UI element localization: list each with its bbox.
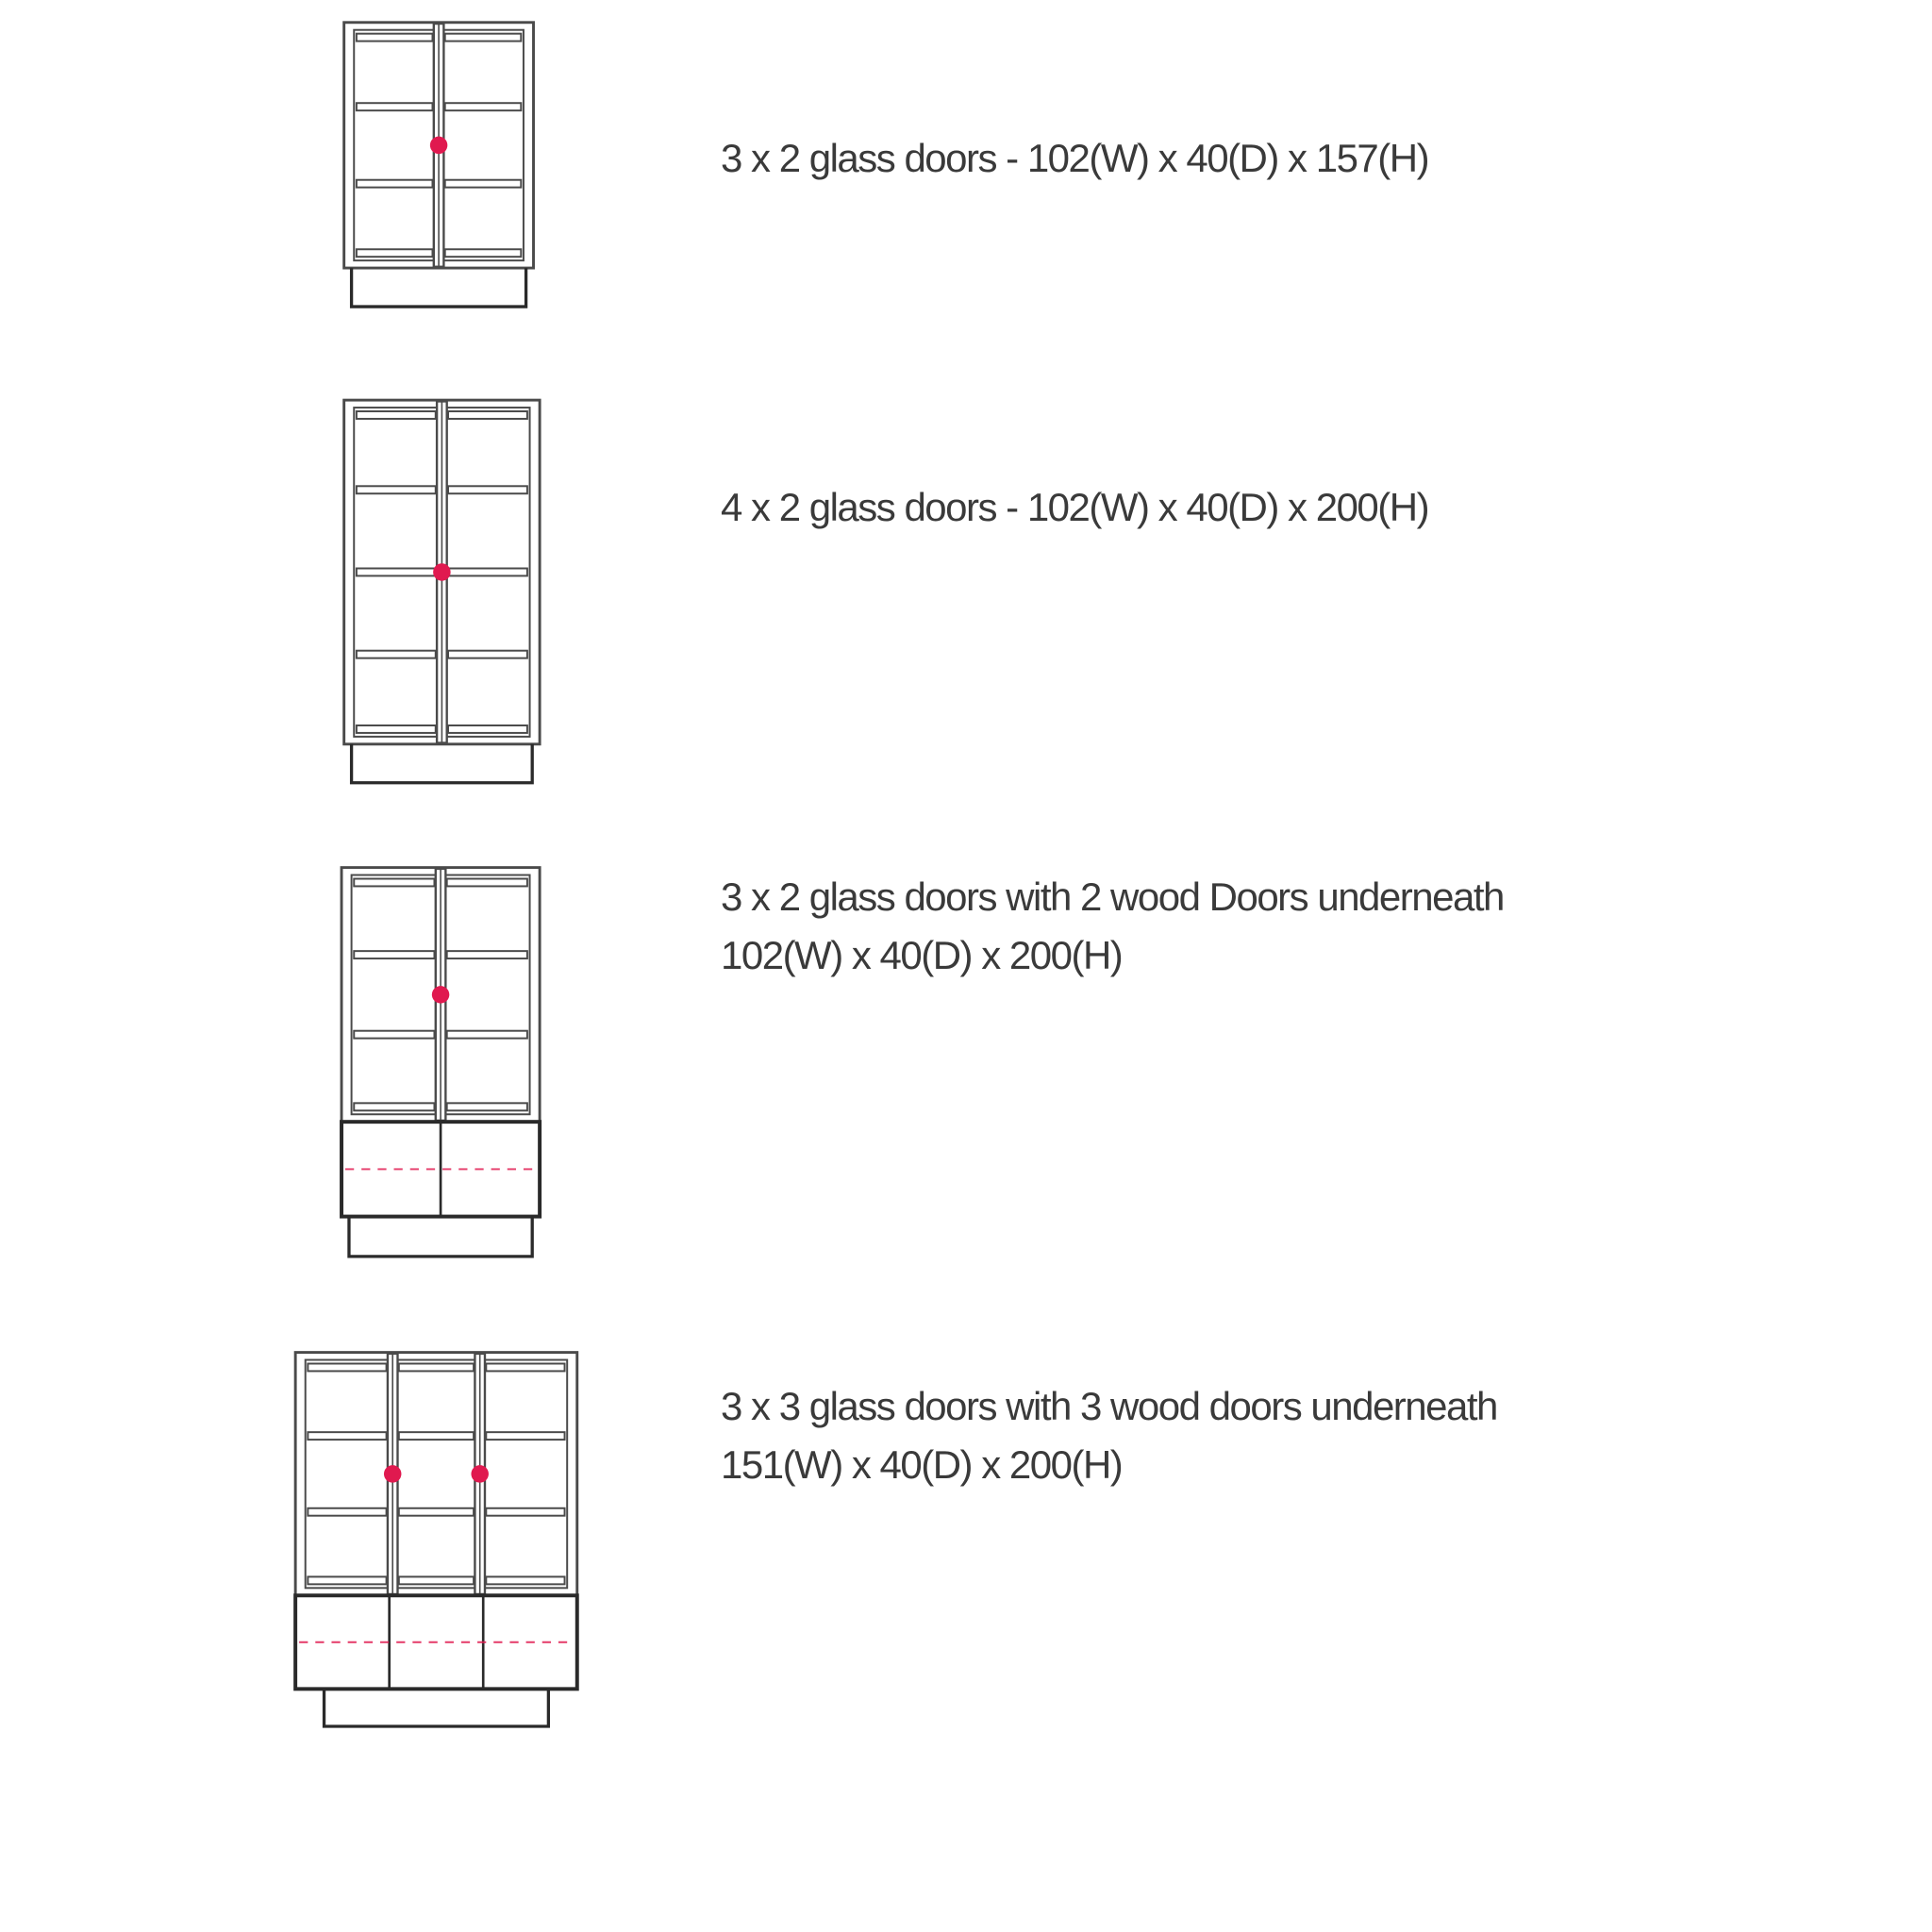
cabinet-4-glass-rail xyxy=(486,1363,564,1371)
cabinet-3-glass-rail xyxy=(354,1103,434,1110)
cabinet-4-glass-rail xyxy=(486,1432,564,1440)
cabinet-1-glass-rail xyxy=(357,249,433,257)
cabinet-4-inner-frame xyxy=(306,1360,567,1589)
cabinet-2-glass-rail xyxy=(357,411,436,419)
cabinet-2-plinth xyxy=(352,744,533,783)
cabinet-1-glass-rail xyxy=(445,180,522,188)
cabinet-4-glass-rail xyxy=(308,1576,386,1584)
cabinet-3-glass-rail xyxy=(354,951,434,958)
cabinet-3-glass-rail xyxy=(447,951,527,958)
cabinet-1-glass-rail xyxy=(357,34,433,42)
cabinet-4-glass-rail xyxy=(308,1508,386,1516)
cabinet-4-glass-rail xyxy=(399,1432,474,1440)
cabinet-2-glass-rail xyxy=(357,725,436,733)
cabinet-2-description xyxy=(721,478,1428,537)
cabinet-2-glass-rail xyxy=(448,411,527,419)
cabinet-2-glass-rail xyxy=(357,569,436,576)
cabinet-2-glass-rail xyxy=(357,486,436,493)
cabinet-2-glass-rail xyxy=(448,486,527,493)
cabinet-4-glass-rail xyxy=(308,1363,386,1371)
cabinet-4-glass-rail xyxy=(399,1576,474,1584)
cabinet-4-handle xyxy=(384,1465,401,1482)
cabinet-1-glass-rail xyxy=(357,103,433,110)
cabinet-1-handle xyxy=(430,137,447,154)
cabinet-4-glass-rail xyxy=(486,1576,564,1584)
cabinet-1-glass-rail xyxy=(445,249,522,257)
cabinet-2-glass-rail xyxy=(448,651,527,658)
cabinet-4-glass-rail xyxy=(308,1432,386,1440)
cabinet-4-plinth xyxy=(325,1689,549,1726)
cabinet-3-glass-rail xyxy=(447,879,527,887)
cabinet-4-handle xyxy=(471,1465,488,1482)
cabinet-1-glass-rail xyxy=(445,34,522,42)
cabinet-2-glass-rail xyxy=(448,725,527,733)
cabinet-3-plinth xyxy=(349,1217,532,1257)
cabinet-3-glass-rail xyxy=(447,1103,527,1110)
cabinet-1-glass-rail xyxy=(357,180,433,188)
cabinet-4-body xyxy=(295,1353,577,1596)
cabinet-3-glass-rail xyxy=(354,879,434,887)
cabinet-2-handle xyxy=(433,563,450,580)
cabinet-1-description xyxy=(721,129,1428,188)
cabinet-2-line-1: 4 x 2 glass doors - 102(W) x 40(D) x 200(H) xyxy=(721,485,1429,529)
cabinet-3-glass-rail xyxy=(447,1031,527,1039)
cabinet-4-glass-rail xyxy=(486,1508,564,1516)
cabinet-4-glass-rail xyxy=(399,1508,474,1516)
cabinet-1-glass-rail xyxy=(445,103,522,110)
cabinet-1-line-1: 3 x 2 glass doors - 102(W) x 40(D) x 157(H) xyxy=(721,136,1429,180)
cabinet-3-line-2: 102(W) x 40(D) x 200(H) xyxy=(721,933,1123,977)
cabinet-3-line-1: 3 x 2 glass doors with 2 wood Doors underneath xyxy=(721,874,1504,919)
cabinet-4-line-1: 3 x 3 glass doors with 3 wood doors underneath xyxy=(721,1384,1497,1428)
cabinet-4-glass-rail xyxy=(399,1363,474,1371)
cabinet-4-line-2: 151(W) x 40(D) x 200(H) xyxy=(721,1442,1123,1487)
cabinet-2-glass-rail xyxy=(357,651,436,658)
cabinet-4-description xyxy=(721,1377,1497,1494)
cabinet-3-glass-rail xyxy=(354,1031,434,1039)
cabinet-3-handle xyxy=(432,986,449,1003)
cabinet-2-glass-rail xyxy=(448,569,527,576)
cabinet-1-plinth xyxy=(352,268,526,307)
cabinet-3-description xyxy=(721,868,1504,985)
